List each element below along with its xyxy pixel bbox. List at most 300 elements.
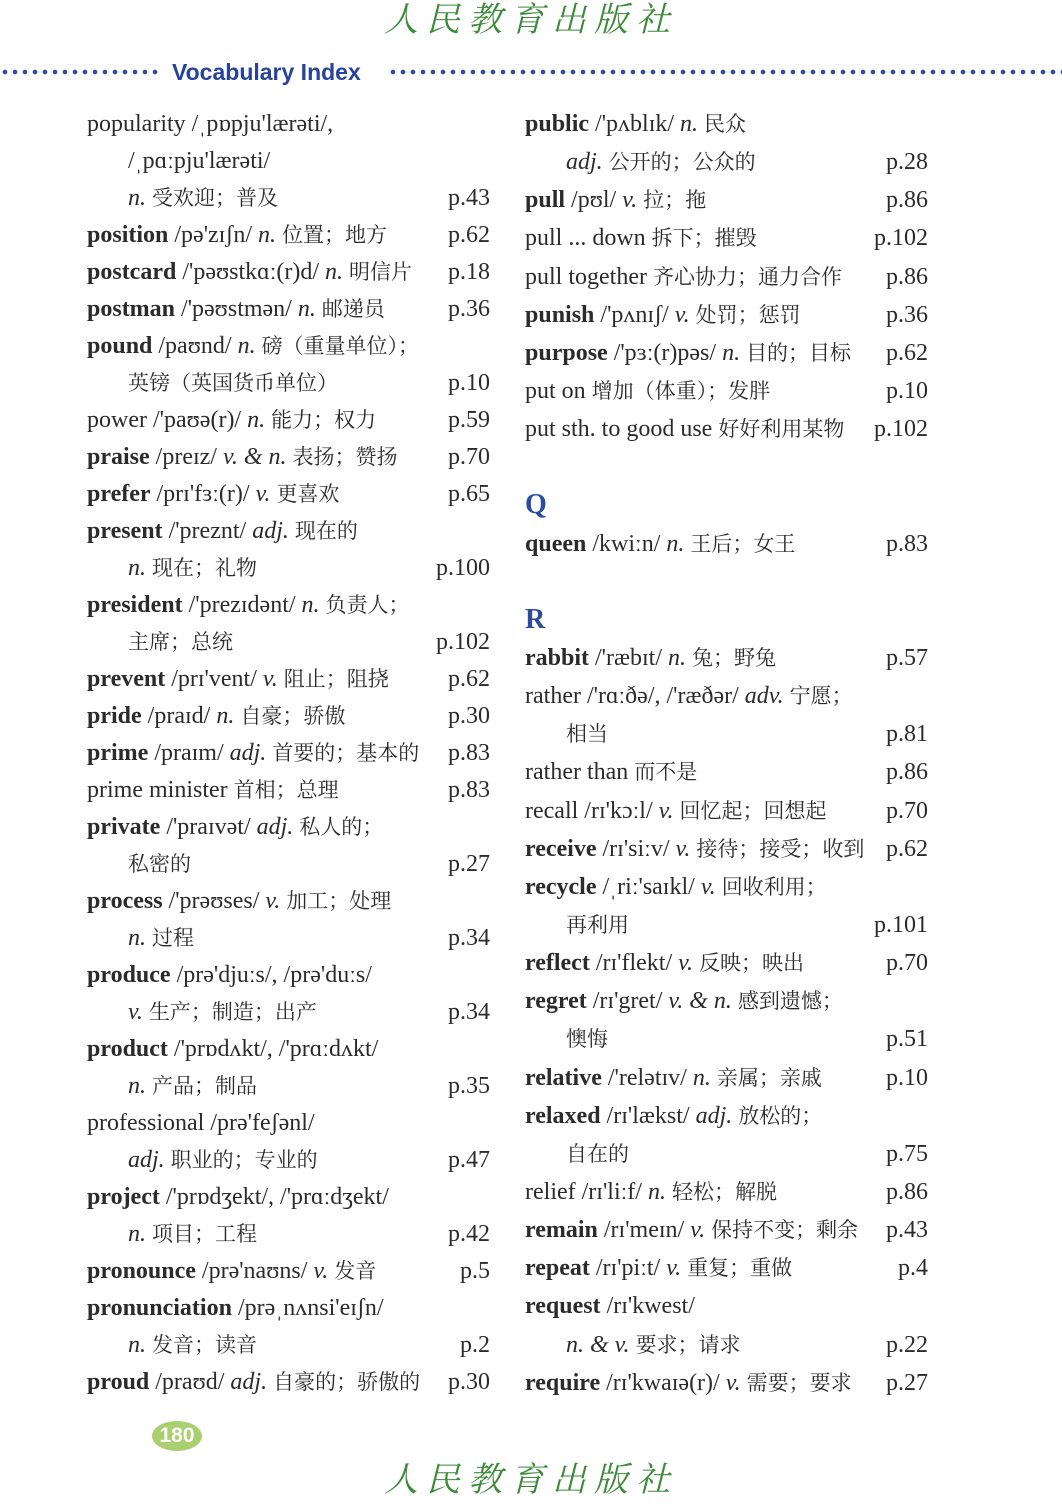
phonetic: /'relətɪv/	[607, 1064, 687, 1091]
page-reference: p.10	[886, 1064, 928, 1091]
index-entry	[87, 291, 490, 328]
headword: recall	[525, 797, 579, 824]
headword: produce	[87, 962, 171, 988]
part-of-speech: v.	[255, 481, 271, 507]
part-of-speech: n.	[692, 1064, 711, 1091]
page-reference: p.35	[448, 1073, 490, 1099]
definition: 公开的；公众的	[608, 150, 756, 175]
part-of-speech: n.	[128, 185, 146, 211]
definition: 加工；处理	[286, 889, 392, 913]
index-entry	[87, 1290, 490, 1327]
phonetic: /'prɒdʌkt/, /'prɑːdʌkt/	[173, 1036, 379, 1062]
definition: 回忆起；回想起	[679, 798, 827, 823]
index-entry-continuation	[87, 365, 490, 402]
page-reference: p.42	[448, 1221, 490, 1247]
phonetic: /rɪ'flekt/	[595, 950, 673, 977]
headword: project	[87, 1184, 160, 1210]
phonetic: /rɪ'gret/	[592, 988, 663, 1015]
definition: 现在的	[294, 519, 358, 543]
definition: 磅（重量单位）；	[261, 334, 420, 358]
headword: power	[87, 407, 147, 433]
headword: pull together	[525, 263, 647, 290]
index-entry	[525, 1173, 928, 1211]
definition: 宁愿；	[789, 684, 853, 709]
phonetic: /ˌpɒpju'lærəti/,	[191, 111, 334, 137]
definition: 受欢迎；普及	[152, 186, 278, 210]
part-of-speech: n.	[128, 1332, 146, 1358]
part-of-speech: v.	[678, 950, 694, 977]
phonetic: /praɪm/	[154, 740, 224, 766]
definition: 接待；接受；收到	[696, 836, 865, 861]
page-reference: p.62	[448, 666, 490, 692]
page-number-badge: 180	[152, 1421, 202, 1451]
index-entry-continuation	[525, 1135, 928, 1173]
headword: position	[87, 222, 169, 248]
part-of-speech: adj.	[256, 814, 294, 840]
index-entry	[87, 661, 490, 698]
part-of-speech: n.	[128, 555, 146, 581]
phonetic: /'pʌnɪʃ/	[600, 301, 669, 328]
index-entry	[87, 1364, 490, 1401]
phonetic: /praɪd/	[147, 703, 211, 729]
definition: 目的；目标	[746, 340, 852, 365]
headword: punish	[525, 301, 595, 328]
page-reference: p.36	[448, 296, 490, 322]
headword: put sth. to good use	[525, 416, 713, 443]
index-entry	[525, 1097, 928, 1135]
definition: 私人的；	[299, 815, 384, 839]
headword: relief	[525, 1178, 576, 1205]
definition: 回收利用；	[721, 874, 827, 899]
index-entry-continuation	[87, 1327, 490, 1364]
headword: public	[525, 111, 590, 137]
definition: 亲属；亲戚	[716, 1065, 822, 1090]
page-reference: p.43	[886, 1217, 928, 1244]
page-reference: p.83	[886, 530, 928, 557]
letter-heading: Q	[525, 489, 547, 521]
index-entry	[525, 258, 928, 296]
index-entry-continuation	[87, 180, 490, 217]
part-of-speech: adj.	[230, 1369, 268, 1395]
definition: 更喜欢	[276, 482, 340, 506]
headword: president	[87, 592, 183, 618]
index-entry	[525, 334, 928, 372]
headword: relaxed	[525, 1102, 601, 1129]
phonetic: /'rɑːðə/, /'ræðər/	[586, 683, 739, 710]
index-entry	[87, 957, 490, 994]
part-of-speech: v. & n.	[668, 988, 732, 1015]
definition: 轻松；解脱	[671, 1179, 777, 1204]
definition: 首要的；基本的	[272, 741, 420, 765]
definition: 王后；女王	[690, 531, 796, 556]
headword: rather than	[525, 759, 629, 786]
part-of-speech: n.	[325, 259, 344, 285]
index-entry	[525, 944, 928, 982]
phonetic: /'pɜː(r)pəs/	[613, 339, 717, 366]
index-entry	[87, 1031, 490, 1068]
index-entry-continuation	[87, 1068, 490, 1105]
phonetic: /rɪ'piːt/	[595, 1255, 661, 1282]
part-of-speech: v.	[666, 1255, 682, 1282]
part-of-speech: v.	[622, 187, 638, 214]
page-reference: p.62	[448, 222, 490, 248]
index-entry	[87, 513, 490, 550]
index-entry	[525, 105, 928, 143]
headword: process	[87, 888, 163, 914]
index-entry	[525, 830, 928, 868]
index-entry	[87, 772, 490, 809]
headword: repeat	[525, 1255, 590, 1282]
definition: 拆下；摧毁	[651, 226, 757, 251]
index-entry	[525, 181, 928, 219]
headword: remain	[525, 1217, 598, 1244]
phonetic: /'prɒdʒekt/, /'prɑːdʒekt/	[165, 1184, 389, 1210]
definition: 自豪的；骄傲的	[273, 1370, 421, 1394]
index-entry-continuation	[525, 1326, 928, 1364]
part-of-speech: n.	[216, 703, 235, 729]
part-of-speech: n.	[237, 333, 256, 359]
definition: 发音	[334, 1259, 377, 1283]
part-of-speech: n.	[128, 1073, 146, 1099]
index-entry-continuation	[525, 906, 928, 944]
part-of-speech: v.	[675, 835, 691, 862]
index-column-left	[87, 106, 490, 1401]
page-reference: p.70	[448, 444, 490, 470]
definition: 职业的；专业的	[170, 1148, 318, 1172]
definition: 反映；映出	[699, 951, 805, 976]
phonetic: /prɪ'vent/	[171, 666, 257, 692]
page-reference: p.51	[886, 1026, 928, 1053]
index-entry	[525, 1287, 928, 1325]
definition: 要求；请求	[635, 1332, 741, 1357]
index-entry	[525, 1249, 928, 1287]
part-of-speech: n.	[247, 407, 266, 433]
headword: pull	[525, 187, 566, 214]
phonetic: /rɪ'kwest/	[606, 1293, 695, 1320]
phonetic: /praʊd/	[155, 1369, 225, 1395]
index-entry	[87, 1179, 490, 1216]
index-entry	[87, 587, 490, 624]
publisher-logo-top: 人民教育出版社	[384, 0, 678, 40]
page-reference: p.5	[460, 1258, 490, 1284]
phonetic: /prə'naʊns/	[201, 1258, 308, 1284]
part-of-speech: n.	[128, 1221, 146, 1247]
definition: 位置；地方	[282, 223, 387, 247]
part-of-speech: n.	[258, 222, 276, 248]
page-reference: p.34	[448, 999, 490, 1025]
headword: postman	[87, 296, 176, 322]
headword: pound	[87, 333, 153, 359]
headword: purpose	[525, 339, 608, 366]
headword: put on	[525, 377, 586, 404]
phonetic: /'ræbɪt/	[595, 644, 663, 671]
index-entry	[87, 439, 490, 476]
index-entry	[525, 1364, 928, 1402]
page-reference: p.75	[886, 1140, 928, 1167]
index-entry-continuation	[87, 624, 490, 661]
part-of-speech: n.	[647, 1178, 666, 1205]
part-of-speech: v.	[262, 666, 278, 692]
part-of-speech: adj.	[252, 518, 289, 544]
index-entry-continuation	[525, 715, 928, 753]
headword: require	[525, 1369, 601, 1396]
phonetic: /pʊl/	[571, 187, 617, 214]
index-entry	[87, 883, 490, 920]
part-of-speech: v. & n.	[222, 444, 287, 470]
definition: 表扬；赞扬	[292, 445, 398, 469]
phonetic: /pə'zɪʃn/	[174, 222, 252, 248]
page-reference: p.81	[886, 721, 928, 748]
page-reference: p.62	[886, 835, 928, 862]
part-of-speech: v.	[128, 999, 143, 1025]
index-entry	[87, 809, 490, 846]
part-of-speech: adj.	[128, 1147, 165, 1173]
definition: 保持不变；剩余	[711, 1218, 859, 1243]
page-reference: p.10	[886, 377, 928, 404]
headword: pull ... down	[525, 225, 646, 252]
index-entry	[87, 328, 490, 365]
header-dotted-rule-right	[388, 67, 1062, 77]
index-entry	[525, 372, 928, 410]
part-of-speech: v.	[265, 888, 281, 914]
index-entry-continuation	[87, 1216, 490, 1253]
index-entry	[87, 735, 490, 772]
index-entry-continuation	[525, 143, 928, 181]
page-reference: p.101	[874, 911, 928, 938]
index-entry-continuation	[87, 550, 490, 587]
definition: 过程	[152, 926, 194, 950]
part-of-speech: n.	[722, 339, 741, 366]
part-of-speech: v.	[674, 301, 690, 328]
headword: regret	[525, 988, 587, 1015]
part-of-speech: n.	[666, 530, 685, 557]
index-entry	[525, 296, 928, 334]
phonetic: /rɪ'kɔːl/	[584, 797, 653, 824]
definition: 阻止；阻挠	[283, 667, 389, 691]
page-reference: p.86	[886, 187, 928, 214]
page-reference: p.70	[886, 950, 928, 977]
headword: prime	[87, 740, 149, 766]
headword: proud	[87, 1369, 150, 1395]
page-reference: p.102	[874, 225, 928, 252]
part-of-speech: n.	[680, 111, 699, 137]
headword: recycle	[525, 873, 597, 900]
page-reference: p.30	[448, 1369, 490, 1395]
phonetic: /prəˌnʌnsi'eɪʃn/	[237, 1295, 384, 1321]
definition: 自豪；骄傲	[240, 704, 346, 728]
page-reference: p.100	[436, 555, 490, 581]
index-entry	[87, 254, 490, 291]
page-reference: p.4	[898, 1255, 928, 1282]
page-reference: p.2	[460, 1332, 490, 1358]
header-dotted-rule-left	[0, 67, 160, 77]
part-of-speech: v.	[725, 1369, 741, 1396]
part-of-speech: v.	[658, 797, 674, 824]
phonetic: /'pəʊstkɑː(r)d/	[182, 259, 320, 285]
definition: 首相；总理	[233, 778, 339, 802]
index-entry	[87, 476, 490, 513]
headword: postcard	[87, 259, 177, 285]
definition: 私密的	[128, 852, 191, 876]
index-entry-continuation	[87, 994, 490, 1031]
definition: 懊悔	[566, 1027, 608, 1052]
page-reference: p.22	[886, 1331, 928, 1358]
index-entry	[87, 1253, 490, 1290]
part-of-speech: n.	[301, 592, 320, 618]
part-of-speech: adj.	[566, 149, 603, 176]
page-reference: p.86	[886, 263, 928, 290]
definition: 邮递员	[321, 297, 385, 321]
part-of-speech: v.	[313, 1258, 329, 1284]
headword: queen	[525, 530, 587, 557]
page-reference: p.36	[886, 301, 928, 328]
index-entry	[525, 1211, 928, 1249]
page-reference: p.62	[886, 339, 928, 366]
phonetic: /prə'feʃənl/	[210, 1110, 315, 1136]
definition: 兔；野兔	[692, 645, 777, 670]
page-reference: p.102	[874, 416, 928, 443]
part-of-speech: n.	[297, 296, 316, 322]
page-reference: p.47	[448, 1147, 490, 1173]
phonetic: /ˌriː'saɪkl/	[602, 873, 695, 900]
index-entry	[525, 792, 928, 830]
phonetic: /kwiːn/	[592, 530, 661, 557]
definition: 现在；礼物	[152, 556, 257, 580]
phonetic: /'praɪvət/	[166, 814, 251, 840]
headword: pride	[87, 703, 142, 729]
phonetic: /prɪ'fɜː(r)/	[156, 481, 250, 507]
definition: 重复；重做	[687, 1256, 793, 1281]
index-column-right	[525, 105, 928, 1402]
page-reference: p.27	[448, 851, 490, 877]
definition: 生产；制造；出产	[148, 1000, 317, 1024]
phonetic: /'pəʊstmən/	[181, 296, 292, 322]
page-reference: p.102	[436, 629, 490, 655]
phonetic: /'prəʊses/	[168, 888, 260, 914]
phonetic: /rɪ'siːv/	[602, 835, 670, 862]
page-reference: p.65	[448, 481, 490, 507]
index-entry	[525, 677, 928, 715]
definition: 好好利用某物	[718, 417, 845, 442]
index-entry	[87, 402, 490, 439]
index-entry	[525, 1059, 928, 1097]
page-reference: p.83	[448, 777, 490, 803]
page-header-title: Vocabulary Index	[172, 59, 361, 85]
headword: reflect	[525, 950, 590, 977]
publisher-logo-bottom: 人民教育出版社	[384, 1460, 678, 1500]
headword: request	[525, 1293, 601, 1320]
index-entry	[525, 753, 928, 791]
index-entry	[87, 1105, 490, 1142]
definition: 英镑（英国货币单位）	[128, 371, 338, 395]
phonetic: /rɪ'lækst/	[606, 1102, 690, 1129]
definition: 民众	[704, 112, 747, 136]
page-reference: p.59	[448, 407, 490, 433]
index-entry	[525, 410, 928, 448]
definition: 需要；要求	[746, 1370, 852, 1395]
index-entry	[87, 106, 490, 143]
part-of-speech: n.	[128, 925, 146, 951]
page-reference: p.86	[886, 1178, 928, 1205]
definition: 再利用	[566, 912, 629, 937]
part-of-speech: adv.	[744, 683, 784, 710]
definition: 齐心协力；通力合作	[652, 264, 842, 289]
page-reference: p.86	[886, 759, 928, 786]
page-reference: p.43	[448, 185, 490, 211]
headword: popularity	[87, 111, 186, 137]
headword: prefer	[87, 481, 151, 507]
index-entry	[87, 217, 490, 254]
phonetic: /prə'djuːs/, /prə'duːs/	[176, 962, 372, 988]
headword: present	[87, 518, 163, 544]
headword: private	[87, 814, 161, 840]
page-reference: p.18	[448, 259, 490, 285]
definition: 负责人；	[325, 593, 410, 617]
index-entry-continuation	[87, 920, 490, 957]
headword: pronunciation	[87, 1295, 232, 1321]
definition: 处罚；惩罚	[695, 302, 801, 327]
part-of-speech: n. & v.	[566, 1331, 630, 1358]
definition: 拉；拖	[643, 188, 707, 213]
part-of-speech: adj.	[229, 740, 267, 766]
definition: 能力；权力	[271, 408, 377, 432]
part-of-speech: n.	[668, 644, 687, 671]
definition: 相当	[566, 722, 608, 747]
headword: pronounce	[87, 1258, 196, 1284]
definition: 而不是	[634, 760, 698, 785]
index-entry-continuation	[525, 1020, 928, 1058]
phonetic: /'pʌblɪk/	[595, 111, 675, 137]
headword: rabbit	[525, 644, 590, 671]
part-of-speech: adj.	[695, 1102, 733, 1129]
index-entry	[525, 868, 928, 906]
letter-heading: R	[525, 603, 546, 635]
definition: 增加（体重）；发胖	[591, 378, 771, 403]
headword: product	[87, 1036, 168, 1062]
phonetic: /'preznt/	[168, 518, 247, 544]
definition: 主席；总统	[128, 630, 233, 654]
headword: rather	[525, 683, 581, 710]
phonetic: /paʊnd/	[158, 333, 232, 359]
headword: praise	[87, 444, 150, 470]
phonetic: /rɪ'kwaɪə(r)/	[606, 1369, 720, 1396]
headword: receive	[525, 835, 597, 862]
page-reference: p.57	[886, 644, 928, 671]
index-entry-continuation	[87, 143, 490, 180]
index-entry-continuation	[87, 846, 490, 883]
headword: prime minister	[87, 777, 228, 803]
headword: relative	[525, 1064, 602, 1091]
page-reference: p.27	[886, 1369, 928, 1396]
index-entry-continuation	[87, 1142, 490, 1179]
index-entry	[525, 219, 928, 257]
phonetic: /'prezɪdənt/	[188, 592, 296, 618]
definition: 项目；工程	[152, 1222, 257, 1246]
phonetic: /rɪ'meɪn/	[603, 1217, 685, 1244]
index-entry	[525, 525, 928, 563]
page-reference: p.10	[448, 370, 490, 396]
definition: 发音；读音	[152, 1333, 257, 1357]
definition: 放松的；	[738, 1103, 823, 1128]
index-entry	[87, 698, 490, 735]
phonetic: /'paʊə(r)/	[152, 407, 242, 433]
part-of-speech: v.	[700, 873, 716, 900]
page-reference: p.83	[448, 740, 490, 766]
page-reference: p.34	[448, 925, 490, 951]
index-entry	[525, 639, 928, 677]
phonetic: /preɪz/	[155, 444, 217, 470]
headword: professional	[87, 1110, 205, 1136]
